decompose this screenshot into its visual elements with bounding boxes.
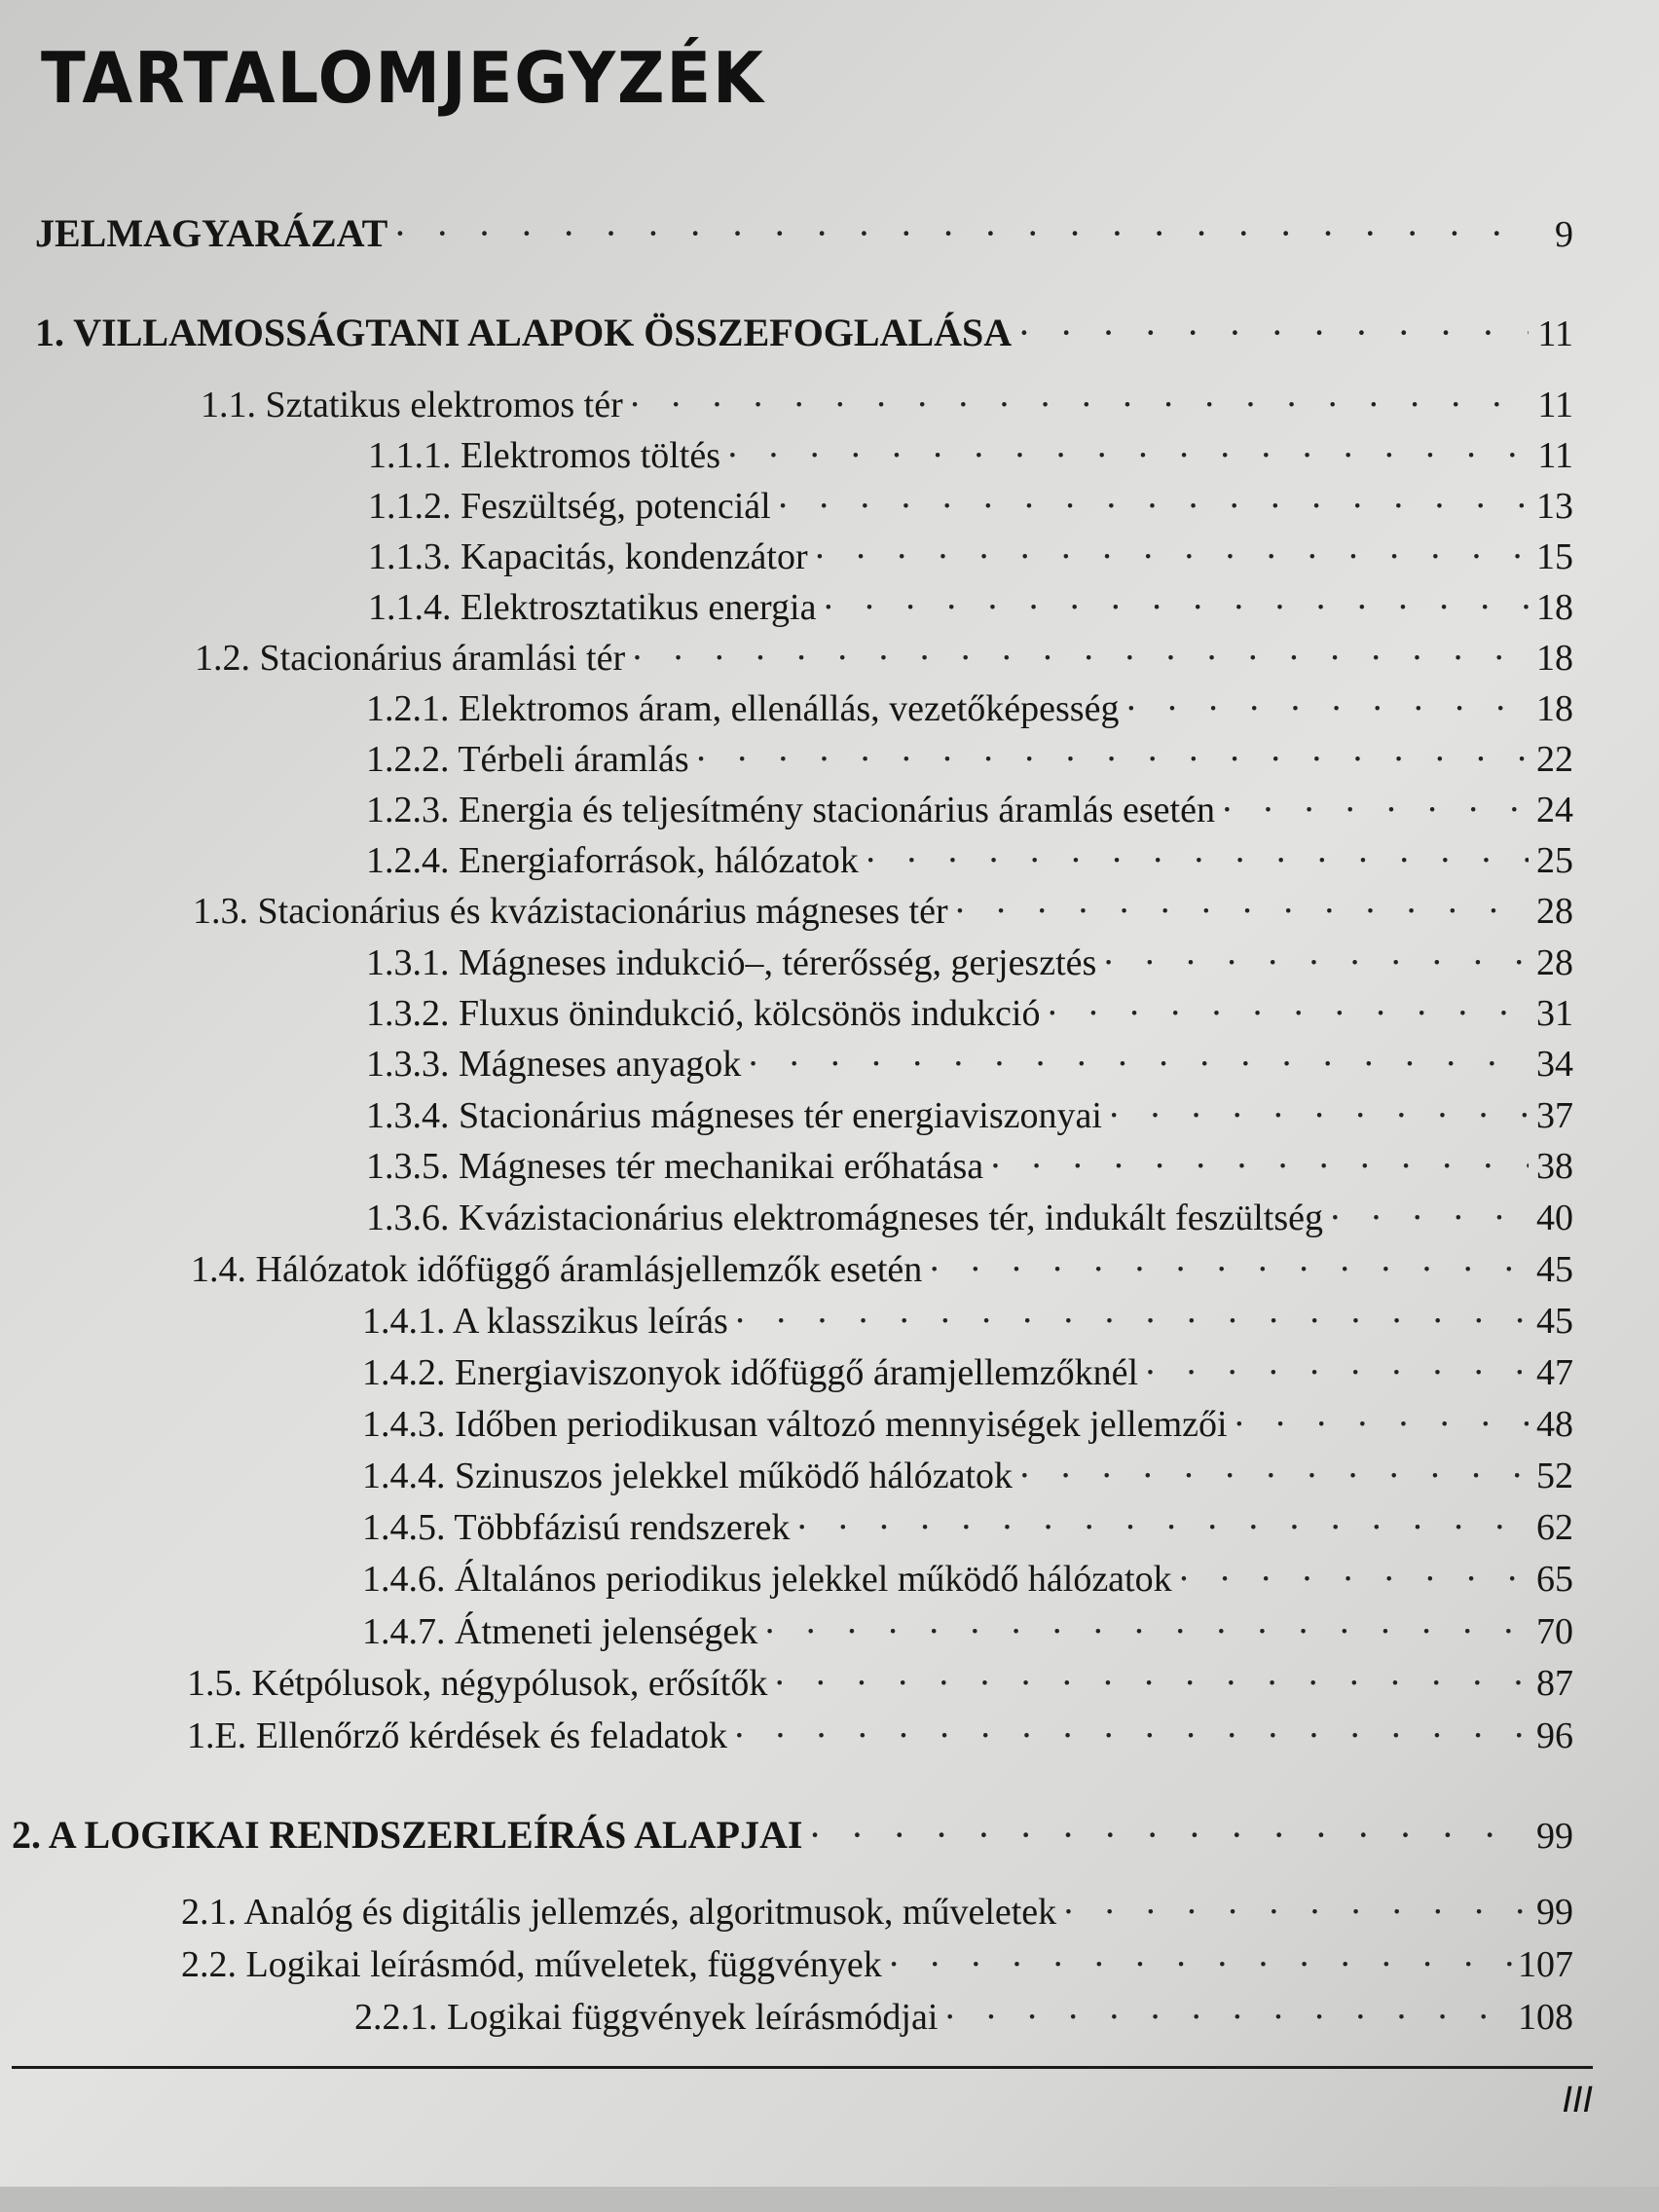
toc-section bbox=[187, 1658, 1573, 1709]
toc-label: 1.4.5. Többfázisú rendszerek bbox=[362, 1507, 791, 1548]
toc-label: 2.2.1. Logikai függvények leírásmódjai bbox=[354, 1997, 939, 2038]
toc-label: 1.4.6. Általános periodikus jelekkel működő hálózatok bbox=[362, 1559, 1172, 1600]
toc-section bbox=[181, 1939, 1573, 1990]
toc-label: 1.2. Stacionárius áramlási tér bbox=[195, 638, 626, 679]
toc-dot-leader bbox=[888, 1939, 1512, 1990]
toc-section bbox=[181, 1887, 1573, 1937]
toc-dot-leader bbox=[1178, 1554, 1529, 1604]
toc-page-number: 47 bbox=[1536, 1352, 1573, 1393]
toc-subsection bbox=[366, 734, 1573, 785]
toc-label: 1.1.1. Elektromos töltés bbox=[368, 435, 721, 476]
toc-page-number: 87 bbox=[1536, 1663, 1573, 1704]
toc-dot-leader bbox=[943, 1992, 1512, 2043]
toc-subsection bbox=[362, 1399, 1573, 1450]
toc-label: 1.3.2. Fluxus önindukció, kölcsönös indukció bbox=[366, 993, 1041, 1034]
toc-page-number: 9 bbox=[1555, 214, 1573, 255]
toc-label: 1.4.1. A klasszikus leírás bbox=[362, 1301, 728, 1342]
toc-subsection bbox=[366, 1193, 1573, 1243]
toc-label: 1.E. Ellenőrző kérdések és feladatok bbox=[187, 1715, 727, 1756]
toc-label: 1.2.3. Energia és teljesítmény stacionárius áramlás esetén bbox=[366, 790, 1215, 830]
toc-label: 1.1.4. Elektrosztatikus energia bbox=[368, 587, 817, 628]
toc-label: 1.3.5. Mágneses tér mechanikai erőhatása bbox=[366, 1146, 984, 1187]
page-title: TARTALOMJEGYZÉK bbox=[41, 37, 765, 119]
toc-dot-leader bbox=[1221, 785, 1529, 835]
toc-page-number: 18 bbox=[1536, 688, 1573, 729]
toc-page-number: 24 bbox=[1536, 790, 1573, 830]
toc-page-number: 108 bbox=[1518, 1997, 1573, 2038]
toc-subsection bbox=[366, 835, 1573, 886]
toc-label: JELMAGYARÁZAT bbox=[35, 211, 388, 255]
toc-label: 1.4.2. Energiaviszonyok időfüggő áramjellemzőknél bbox=[362, 1352, 1139, 1393]
toc-section bbox=[195, 633, 1573, 683]
toc-page-number: 31 bbox=[1536, 993, 1573, 1034]
toc-chapter-1 bbox=[35, 308, 1573, 358]
toc-subsection bbox=[366, 785, 1573, 835]
toc-page-number: 45 bbox=[1536, 1301, 1573, 1342]
toc-dot-leader bbox=[1144, 1347, 1529, 1398]
toc-dot-leader bbox=[1329, 1193, 1529, 1243]
toc-section bbox=[193, 886, 1573, 937]
toc-page-number: 70 bbox=[1536, 1611, 1573, 1652]
page-number: III bbox=[1562, 2080, 1593, 2120]
toc-label: 1.2.2. Térbeli áramlás bbox=[366, 739, 689, 780]
toc-subsection bbox=[366, 1090, 1573, 1141]
toc-subsection bbox=[368, 532, 1573, 582]
toc-page-number: 25 bbox=[1536, 840, 1573, 881]
toc-subsection bbox=[368, 430, 1573, 481]
toc-dot-leader bbox=[726, 430, 1529, 481]
toc-label: 2.1. Analóg és digitális jellemzés, algoritmusok, műveletek bbox=[181, 1892, 1057, 1933]
toc-page-number: 34 bbox=[1536, 1044, 1573, 1085]
toc-label: 1.4.4. Szinuszos jelekkel működő hálózatok bbox=[362, 1456, 1014, 1496]
toc-page-number: 37 bbox=[1536, 1095, 1573, 1136]
toc-subsection bbox=[366, 1039, 1573, 1089]
toc-subsection bbox=[368, 582, 1573, 633]
toc-dot-leader bbox=[733, 1711, 1529, 1761]
toc-subsection bbox=[366, 1141, 1573, 1192]
toc-dot-leader bbox=[777, 481, 1529, 532]
toc-dot-leader bbox=[1234, 1399, 1529, 1450]
toc-subsection bbox=[366, 683, 1573, 734]
toc-page-number: 22 bbox=[1536, 739, 1573, 780]
toc-page-number: 52 bbox=[1536, 1456, 1573, 1496]
toc-label: 2. A LOGIKAI RENDSZERLEÍRÁS ALAPJAI bbox=[12, 1813, 803, 1857]
toc-dot-leader bbox=[928, 1244, 1529, 1295]
toc-section bbox=[201, 380, 1573, 430]
toc-dot-leader bbox=[629, 380, 1529, 430]
toc-label: 1.3.1. Mágneses indukció–, térerősség, gerjesztés bbox=[366, 942, 1097, 983]
toc-dot-leader bbox=[393, 208, 1529, 259]
page-edge-shadow bbox=[0, 2187, 1659, 2212]
toc-dot-leader bbox=[814, 532, 1529, 582]
toc-label: 1.2.4. Energiaforrások, hálózatok bbox=[366, 840, 859, 881]
toc-label: 1.4.7. Átmeneti jelenségek bbox=[362, 1611, 758, 1652]
toc-page-number: 11 bbox=[1537, 385, 1573, 425]
toc-dot-leader bbox=[631, 633, 1529, 683]
toc-subsection bbox=[362, 1606, 1573, 1657]
toc-dot-leader bbox=[865, 835, 1529, 886]
toc-chapter-2 bbox=[12, 1810, 1573, 1861]
toc-section bbox=[187, 1711, 1573, 1761]
toc-dot-leader bbox=[734, 1296, 1529, 1346]
toc-page-number: 18 bbox=[1536, 638, 1573, 679]
toc-dot-leader bbox=[1017, 308, 1529, 358]
toc-page-number: 11 bbox=[1537, 313, 1573, 354]
toc-page-number: 13 bbox=[1536, 486, 1573, 527]
toc-dot-leader bbox=[1046, 988, 1529, 1039]
toc-dot-leader bbox=[773, 1658, 1529, 1709]
toc-subsection bbox=[362, 1451, 1573, 1501]
toc-dot-leader bbox=[795, 1502, 1529, 1553]
toc-subsection bbox=[366, 938, 1573, 988]
toc-page-number: 99 bbox=[1536, 1816, 1573, 1857]
toc-dot-leader bbox=[695, 734, 1529, 785]
toc-dot-leader bbox=[1108, 1090, 1529, 1141]
toc-label: 1. VILLAMOSSÁGTANI ALAPOK ÖSSZEFOGLALÁSA bbox=[35, 311, 1013, 354]
toc-label: 1.3.4. Stacionárius mágneses tér energiaviszonyai bbox=[366, 1095, 1102, 1136]
toc-label: 1.4.3. Időben periodikusan változó mennyiségek jellemzői bbox=[362, 1404, 1228, 1445]
toc-label: 1.3.6. Kvázistacionárius elektromágneses tér, indukált feszültség bbox=[366, 1198, 1324, 1238]
toc-dot-leader bbox=[1102, 938, 1529, 988]
toc-dot-leader bbox=[989, 1141, 1529, 1192]
toc-page-number: 38 bbox=[1536, 1146, 1573, 1187]
toc-dot-leader bbox=[747, 1039, 1529, 1089]
toc-page-number: 65 bbox=[1536, 1559, 1573, 1600]
toc-page-number: 45 bbox=[1536, 1249, 1573, 1290]
toc-label: 1.4. Hálózatok időfüggő áramlásjellemzők esetén bbox=[191, 1249, 923, 1290]
toc-label: 1.3.3. Mágneses anyagok bbox=[366, 1044, 742, 1085]
toc-page-number: 11 bbox=[1537, 435, 1573, 476]
toc-subsection bbox=[362, 1296, 1573, 1346]
toc-subsection bbox=[362, 1347, 1573, 1398]
toc-page-number: 40 bbox=[1536, 1198, 1573, 1238]
toc-page-number: 62 bbox=[1536, 1507, 1573, 1548]
footer-rule bbox=[12, 2066, 1593, 2069]
toc-subsection bbox=[354, 1992, 1573, 2043]
toc-subsection bbox=[366, 988, 1573, 1039]
toc-page-number: 96 bbox=[1536, 1715, 1573, 1756]
toc-dot-leader bbox=[763, 1606, 1529, 1657]
toc-label: 2.2. Logikai leírásmód, műveletek, függvények bbox=[181, 1944, 882, 1985]
toc-subsection bbox=[362, 1502, 1573, 1553]
toc-dot-leader bbox=[1124, 683, 1529, 734]
toc-dot-leader bbox=[822, 582, 1529, 633]
toc-page-number: 99 bbox=[1536, 1892, 1573, 1933]
toc-page-number: 28 bbox=[1536, 891, 1573, 932]
toc-page-number: 107 bbox=[1518, 1944, 1573, 1985]
toc-label: 1.3. Stacionárius és kvázistacionárius mágneses tér bbox=[193, 891, 948, 932]
toc-subsection bbox=[362, 1554, 1573, 1604]
toc-dot-leader bbox=[808, 1810, 1529, 1861]
toc-section bbox=[191, 1244, 1573, 1295]
toc-label: 1.1.3. Kapacitás, kondenzátor bbox=[368, 536, 808, 577]
toc-label: 1.2.1. Elektromos áram, ellenállás, vezetőképesség bbox=[366, 688, 1120, 729]
toc-page-number: 28 bbox=[1536, 942, 1573, 983]
toc-entry-legend bbox=[35, 208, 1573, 259]
toc-dot-leader bbox=[954, 886, 1529, 937]
toc-dot-leader bbox=[1062, 1887, 1529, 1937]
toc-label: 1.5. Kétpólusok, négypólusok, erősítők bbox=[187, 1663, 768, 1704]
toc-label: 1.1. Sztatikus elektromos tér bbox=[201, 385, 623, 425]
toc-subsection bbox=[368, 481, 1573, 532]
toc-dot-leader bbox=[1018, 1451, 1529, 1501]
toc-page-number: 18 bbox=[1536, 587, 1573, 628]
toc-label: 1.1.2. Feszültség, potenciál bbox=[368, 486, 771, 527]
toc-page-number: 48 bbox=[1536, 1404, 1573, 1445]
toc-page-number: 15 bbox=[1536, 536, 1573, 577]
